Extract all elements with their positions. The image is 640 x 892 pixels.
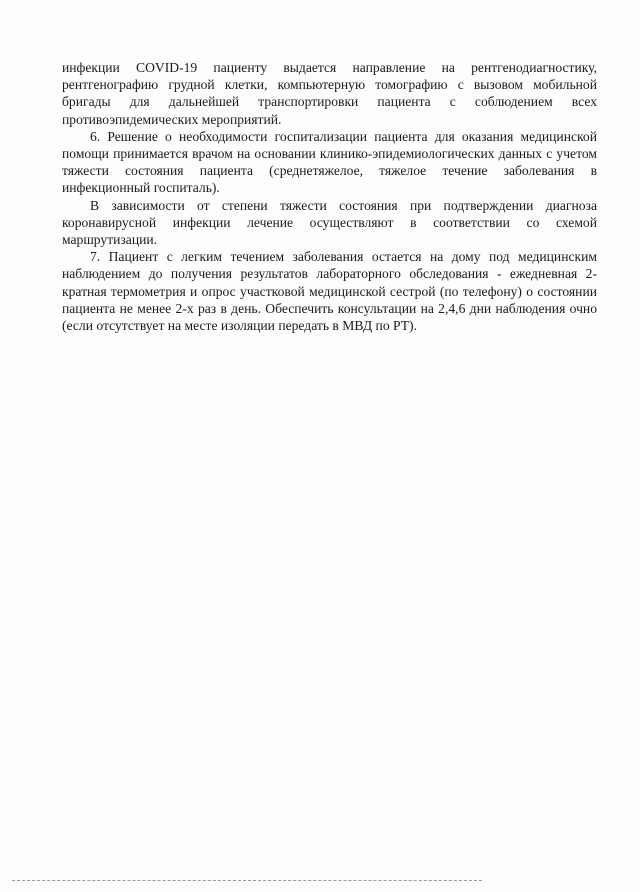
paragraph-item-7: 7. Пациент с легким течением заболевания остается на дому под медицинским наблюдением до получения результатов лабораторного обследования - ежедневная 2-кратная термометрия и опрос участковой медицинской сестрой (по телефону) о состоянии пациента не менее 2-х раз в день. Обеспечить консультации на 2,4,6 дни наблюдения очно (если отсутствует на месте изоляции передать в МВД по РТ). (62, 249, 597, 334)
paragraph-continuation: инфекции COVID-19 пациенту выдается направление на рентгенодиагностику, рентгенографию грудной клетки, компьютерную томографию с вызовом мобильной бригады для дальнейшей транспортировки пациента с соблюдением всех противоэпидемических мероприятий. (62, 60, 597, 127)
scan-edge-line (12, 880, 482, 881)
document-body (62, 59, 597, 334)
paragraph-severity-routing: В зависимости от степени тяжести состояния при подтверждении диагноза коронавирусной инфекции лечение осуществляют в соответствии со схемой маршрутизации. (62, 197, 597, 248)
paragraph-item-6: 6. Решение о необходимости госпитализации пациента для оказания медицинской помощи принимается врачом на основании клинико-эпидемиологических данных с учетом тяжести состояния пациента (среднетяжелое, тяжелое течение заболевания в инфекционный госпиталь). (62, 128, 597, 196)
